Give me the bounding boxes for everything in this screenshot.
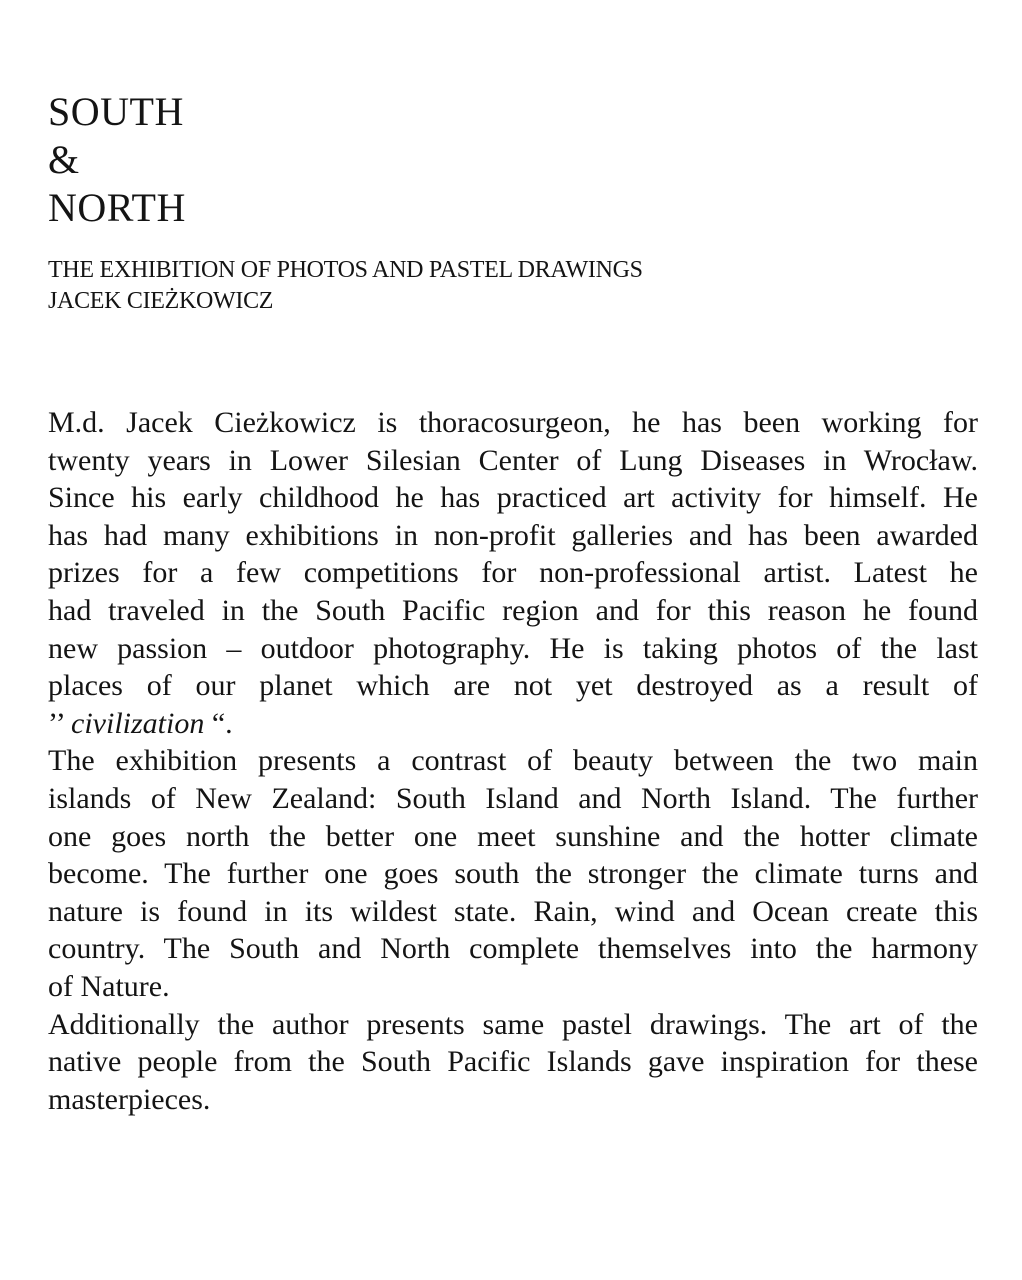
title-line: & xyxy=(48,137,80,182)
author-name: JACEK CIEŻKOWICZ xyxy=(48,288,274,314)
text-line: one goes north the better one meet sunshine and the hotter climate xyxy=(48,819,978,853)
text-line: new passion – outdoor photography. He is taking photos of the last xyxy=(48,631,978,665)
text-line: nature is found in its wildest state. Rain, wind and Ocean create this xyxy=(48,894,978,928)
text-line: places of our planet which are not yet destroyed as a result of xyxy=(48,669,978,703)
title-line: NORTH xyxy=(48,185,186,230)
document-title xyxy=(48,88,186,232)
text-line: has had many exhibitions in non-profit galleries and has been awarded xyxy=(48,518,978,552)
text-line: Additionally the author presents same pastel drawings. The art of the xyxy=(48,1007,978,1041)
text-line: had traveled in the South Pacific region and for this reason he found xyxy=(48,593,978,627)
quote-word: civilization xyxy=(71,706,205,740)
text-line: country. The South and North complete themselves into the harmony xyxy=(48,932,978,966)
text-line: M.d. Jacek Cieżkowicz is thoracosurgeon, he has been working for xyxy=(48,406,978,439)
paragraph-pastels xyxy=(48,1006,978,1119)
text-line: islands of New Zealand: South Island and North Island. The further xyxy=(48,781,978,815)
document-subtitle xyxy=(48,255,643,317)
text-line: become. The further one goes south the stronger the climate turns and xyxy=(48,857,978,891)
text-line: Since his early childhood he has practiced art activity for himself. He xyxy=(48,481,978,515)
text-line: of Nature. xyxy=(48,969,170,1003)
text-line: twenty years in Lower Silesian Center of Lung Diseases in Wrocław. xyxy=(48,443,978,477)
quote-open: ’’ xyxy=(48,706,72,740)
text-line: masterpieces. xyxy=(48,1082,211,1116)
quote-close: “. xyxy=(204,706,233,740)
text-line: native people from the South Pacific Islands gave inspiration for these xyxy=(48,1045,978,1079)
paragraph-author-bio xyxy=(48,404,978,742)
exhibition-subtitle: THE EXHIBITION OF PHOTOS AND PASTEL DRAWINGS xyxy=(48,257,643,283)
document-body xyxy=(48,404,978,1118)
title-line: SOUTH xyxy=(48,89,184,134)
text-line: The exhibition presents a contrast of beauty between the two main xyxy=(48,744,978,778)
text-line: prizes for a few competitions for non-professional artist. Latest he xyxy=(48,556,978,590)
paragraph-exhibition xyxy=(48,742,978,1005)
quote-line xyxy=(48,705,978,743)
